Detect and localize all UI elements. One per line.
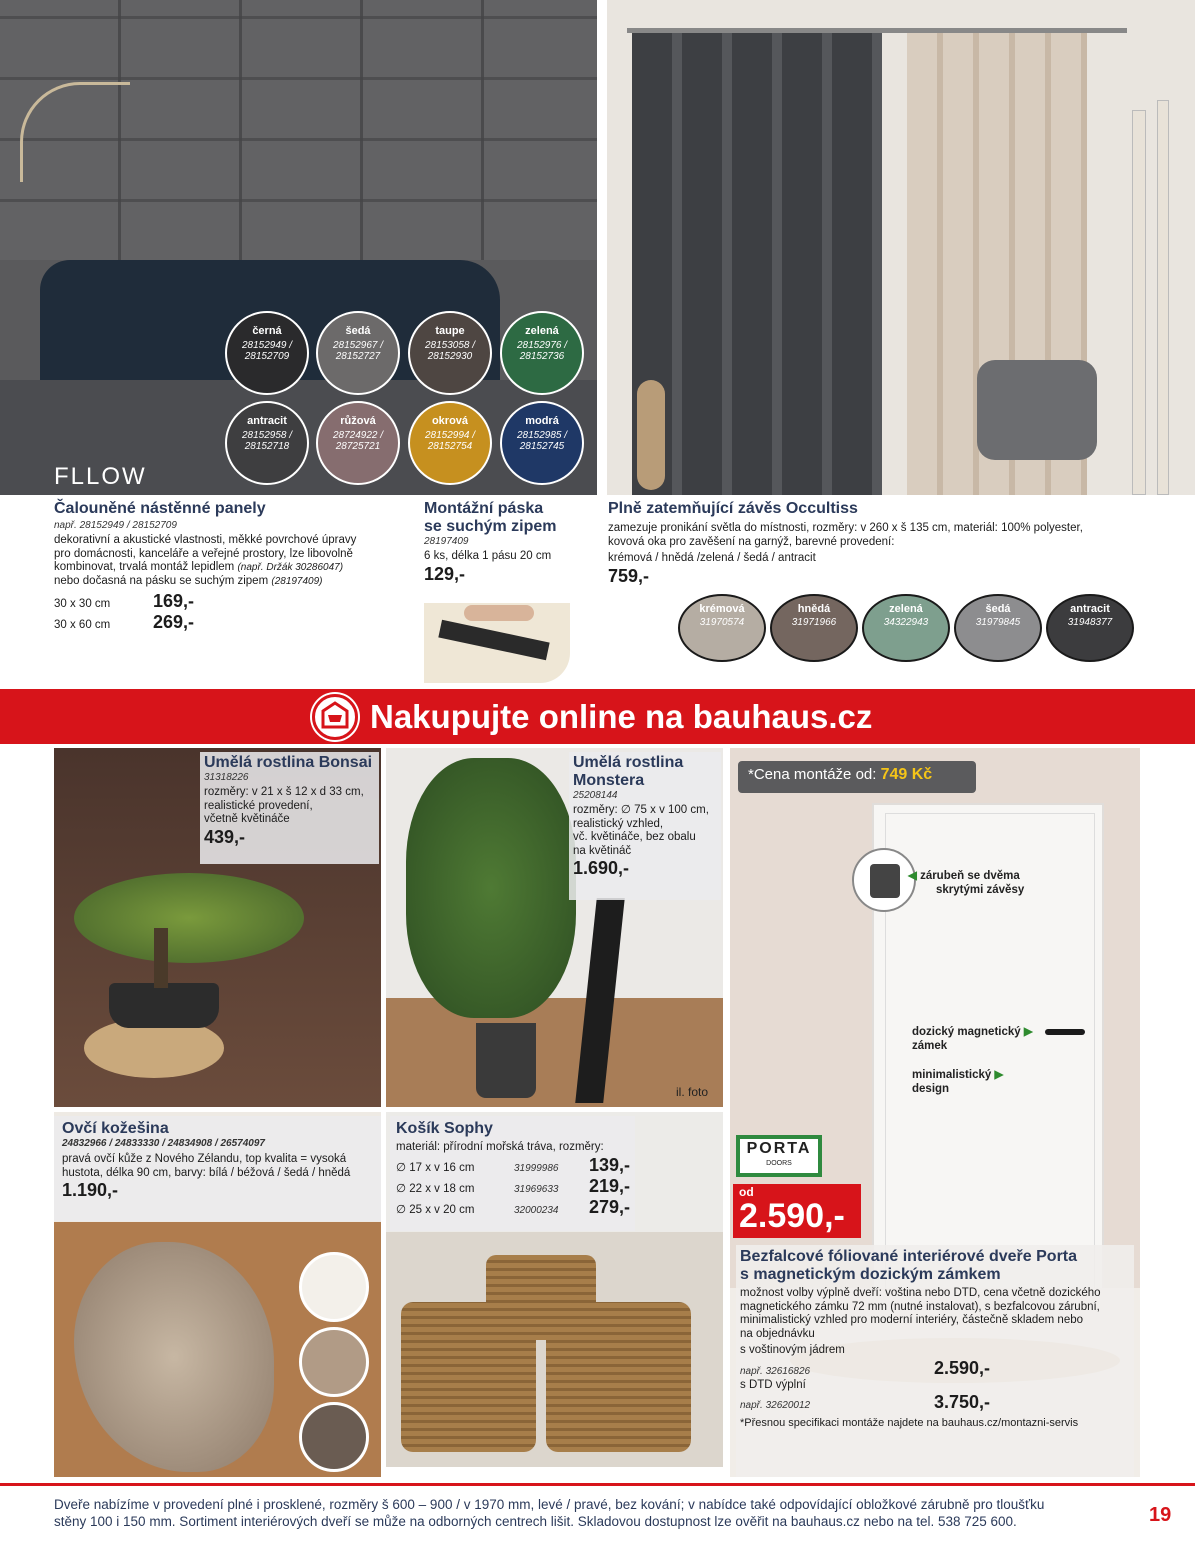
monstera-title-1: Umělá rostlina: [573, 754, 684, 771]
door-title-1: Bezfalcové fóliované interiérové dveře Porta: [740, 1248, 1078, 1265]
curtain-desc-2: kovová oka pro zavěšení na garnýž, barevné provedení:: [608, 535, 895, 548]
panel-swatch[interactable]: černá 28152949 / 28152709: [225, 311, 309, 395]
bonsai-code: 31318226: [204, 772, 249, 783]
hinge-detail-icon: [852, 848, 916, 912]
monstera-title-2: Monstera: [573, 772, 645, 789]
basket-rows: [396, 1155, 629, 1218]
monstera-code: 25208144: [573, 790, 618, 801]
bonsai-price: 439,-: [204, 826, 246, 847]
feature-frame: ◀ zárubeň se dvěma skrytými závěsy: [908, 870, 1025, 896]
panels-desc-3: kombinovat, trvalá montáž lepidlem (např. Držák 30286047): [54, 561, 344, 573]
panel-swatch[interactable]: taupe 28153058 / 28152930: [408, 311, 492, 395]
banner-text: Nakupujte online na bauhaus.cz: [370, 698, 873, 735]
page-number: 19: [1149, 1504, 1172, 1526]
door-handle-icon: [1045, 1029, 1085, 1035]
basket-size-row: ∅ 22 x v 18 cm 31969633 219,-: [396, 1175, 631, 1196]
panel-swatch[interactable]: okrová 28152994 / 28152754: [408, 401, 492, 485]
curtain-desc-1: zamezuje pronikání světla do místnosti, rozměry: v 260 x š 135 cm, materiál: 100% polyester,: [608, 522, 1083, 534]
monstera-desc-4: na květináč: [573, 844, 632, 857]
brand-logo: FLLOW: [54, 463, 147, 490]
photo-note: il. foto: [676, 1085, 709, 1099]
panel-swatch[interactable]: zelená 28152976 / 28152736: [500, 311, 584, 395]
monstera-desc-1: rozměry: ∅ 75 x v 100 cm,: [573, 804, 709, 816]
curtain-swatch[interactable]: krémová 31970574: [678, 594, 766, 662]
footer-line-1: Dveře nabízíme v provedení plné i prosklené, rozměry š 600 – 900 / v 1970 mm, levé / pravé, bez kování; v nabídce také odpovídající obložkové zárubně pro tloušťku: [54, 1497, 1045, 1512]
curtain-swatch[interactable]: šedá 31979845: [954, 594, 1042, 662]
curtain-title: Plně zatemňující závěs Occultiss: [608, 500, 858, 517]
door-option-1-row: např. 32616826 2.590,-: [740, 1357, 990, 1378]
bonsai-title: Umělá rostlina Bonsai: [204, 754, 373, 771]
bonsai-desc-3: včetně květináče: [204, 813, 290, 825]
fur-desc-2: hustota, délka 90 cm, barvy: bílá / béžová / šedá / hnědá: [62, 1166, 351, 1179]
tape-title-2: se suchým zipem: [424, 518, 557, 535]
curtain-swatch[interactable]: zelená 34322943: [862, 594, 950, 662]
door-note: *Přesnou specifikaci montáže najdete na bauhaus.cz/montazni-servis: [740, 1417, 1079, 1429]
porta-logo: PORTA DOORS: [736, 1135, 822, 1177]
online-banner[interactable]: [0, 689, 1195, 744]
curtain-price: 759,-: [608, 565, 650, 586]
fur-title: Ovčí kožešina: [62, 1120, 169, 1137]
monstera-desc-2: realistický vzhled,: [573, 817, 664, 830]
tape-price: 129,-: [424, 563, 466, 584]
basket-title: Košík Sophy: [396, 1120, 493, 1137]
bonsai-desc-2: realistické provedení,: [204, 799, 313, 812]
fur-desc-1: pravá ovčí kůže z Nového Zélandu, top kvalita = vysoká: [62, 1153, 347, 1165]
panels-size-row: 30 x 30 cm 169,-: [54, 591, 194, 611]
tape-photo: [424, 603, 570, 683]
panels-size-row: 30 x 60 cm 269,-: [54, 612, 194, 632]
fur-codes: 24832966 / 24833330 / 24834908 / 26574097: [62, 1138, 265, 1149]
monstera-price: 1.690,-: [573, 858, 630, 878]
tape-code: 28197409: [424, 536, 469, 547]
fur-price: 1.190,-: [62, 1180, 119, 1200]
panels-desc-2: pro domácnosti, kanceláře a veřejné prostory, lze libovolně: [54, 547, 353, 560]
monstera-desc-3: vč. květináče, bez obalu: [573, 831, 696, 843]
panel-swatch[interactable]: růžová 28724922 / 28725721: [316, 401, 400, 485]
curtain-swatch[interactable]: antracit 31948377: [1046, 594, 1134, 662]
door-desc-3: minimalistický vzhled pro moderní interiéry, částečně skladem nebo: [740, 1314, 1084, 1326]
door-option-2: s DTD výplní: [740, 1378, 806, 1391]
panels-codes: např. 28152949 / 28152709: [54, 520, 177, 531]
panel-swatch[interactable]: šedá 28152967 / 28152727: [316, 311, 400, 395]
panels-desc-4: nebo dočasná na pásku se suchým zipem (28197409): [54, 574, 323, 587]
panels-title: Čalouněné nástěnné panely: [54, 500, 266, 517]
curtain-photo: [607, 0, 1195, 495]
panels-desc-1: dekorativní a akustické vlastnosti, měkké povrchové úpravy: [54, 534, 357, 546]
footer-line-2: stěny 100 i 150 mm. Sortiment interiérových dveří se může na odborných centrech lišit. Skladovou dostupnost lze ověřit na bauhaus.cz nebo na tel. 538 725 600.: [54, 1514, 1017, 1529]
door-desc-2: magnetického zámku 72 mm (nutné instalovat), s bezfalcovou zárubní,: [740, 1300, 1100, 1313]
feature-design: minimalistický ▶ design: [912, 1069, 1004, 1095]
panel-swatch[interactable]: modrá 28152985 / 28152745: [500, 401, 584, 485]
tape-desc: 6 ks, délka 1 pásu 20 cm: [424, 550, 552, 562]
door-desc-1: možnost volby výplně dveří: voština nebo DTD, cena včetně dozického: [740, 1287, 1101, 1299]
door-title-2: s magnetickým dozickým zámkem: [740, 1266, 1001, 1283]
door-price-tag: od 2.590,-: [733, 1184, 861, 1238]
curtain-colors: krémová / hnědá /zelená / šedá / antracit: [608, 552, 816, 564]
door-desc-4: na objednávku: [740, 1327, 815, 1340]
install-price-badge: *Cena montáže od: 749 Kč: [738, 761, 976, 793]
door-option-2-row: např. 32620012 3.750,-: [740, 1392, 990, 1412]
tape-title-1: Montážní páska: [424, 500, 544, 517]
panel-swatch[interactable]: antracit 28152958 / 28152718: [225, 401, 309, 485]
basket-size-row: ∅ 17 x v 16 cm 31999986 139,-: [396, 1154, 631, 1175]
cart-icon: [312, 694, 358, 740]
basket-desc: materiál: přírodní mořská tráva, rozměry:: [396, 1141, 604, 1153]
basket-size-row: ∅ 25 x v 20 cm 32000234 279,-: [396, 1196, 631, 1217]
door-option-1: s voštinovým jádrem: [740, 1344, 845, 1356]
bonsai-desc-1: rozměry: v 21 x š 12 x d 33 cm,: [204, 786, 364, 798]
feature-lock: dozický magnetický ▶ zámek: [912, 1026, 1033, 1052]
curtain-swatch[interactable]: hnědá 31971966: [770, 594, 858, 662]
